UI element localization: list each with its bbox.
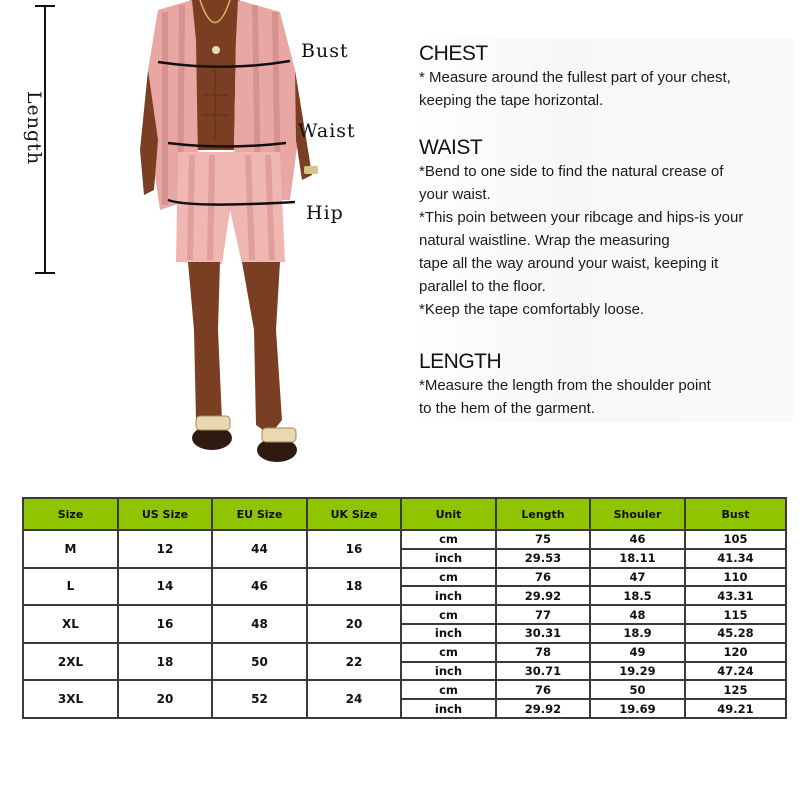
- cell-size: 3XL: [23, 680, 118, 718]
- cell-us-size: 16: [118, 605, 212, 643]
- cell-us-size: 18: [118, 643, 212, 681]
- model-figure-area: [0, 0, 400, 480]
- size-chart-table: [22, 497, 787, 719]
- waist-text-line: *Keep the tape comfortably loose.: [419, 301, 645, 318]
- cell-bust: 49.21: [685, 699, 786, 718]
- cell-size: 2XL: [23, 643, 118, 681]
- cell-uk-size: 16: [307, 530, 401, 568]
- cell-eu-size: 46: [212, 568, 307, 606]
- cell-shoulder: 50: [590, 680, 685, 699]
- chest-instructions: [419, 42, 731, 112]
- cell-bust: 125: [685, 680, 786, 699]
- cell-bust: 45.28: [685, 624, 786, 643]
- table-row: [23, 643, 786, 662]
- model-illustration: [130, 0, 330, 470]
- cell-length: 29.53: [496, 549, 590, 568]
- waist-text-line: natural waistline. Wrap the measuring: [419, 232, 670, 249]
- waist-title: WAIST: [419, 136, 483, 159]
- cell-shoulder: 49: [590, 643, 685, 662]
- hip-label: Hip: [306, 202, 344, 224]
- cell-bust: 47.24: [685, 662, 786, 681]
- header-length: Length: [496, 498, 590, 530]
- cell-length: 30.71: [496, 662, 590, 681]
- bust-label: Bust: [301, 40, 349, 62]
- header-bust: Bust: [685, 498, 786, 530]
- cell-shoulder: 48: [590, 605, 685, 624]
- cell-unit: cm: [401, 680, 496, 699]
- cell-size: L: [23, 568, 118, 606]
- cell-shoulder: 18.9: [590, 624, 685, 643]
- waist-text-line: *This poin between your ribcage and hips-is your: [419, 209, 744, 226]
- table-header-row: [23, 498, 786, 530]
- cell-length: 78: [496, 643, 590, 662]
- waist-text-line: your waist.: [419, 186, 491, 203]
- length-bar-bottom-cap: [35, 272, 55, 274]
- cell-unit: inch: [401, 624, 496, 643]
- cell-shoulder: 19.69: [590, 699, 685, 718]
- cell-length: 77: [496, 605, 590, 624]
- header-unit: Unit: [401, 498, 496, 530]
- header-size: Size: [23, 498, 118, 530]
- cell-length: 30.31: [496, 624, 590, 643]
- cell-bust: 110: [685, 568, 786, 587]
- cell-unit: cm: [401, 643, 496, 662]
- cell-length: 29.92: [496, 586, 590, 605]
- cell-bust: 115: [685, 605, 786, 624]
- cell-uk-size: 20: [307, 605, 401, 643]
- cell-bust: 120: [685, 643, 786, 662]
- cell-shoulder: 46: [590, 530, 685, 549]
- cell-unit: inch: [401, 586, 496, 605]
- cell-uk-size: 22: [307, 643, 401, 681]
- length-label: Length: [23, 90, 45, 166]
- table-row: [23, 680, 786, 699]
- table-row: [23, 568, 786, 587]
- chest-title: CHEST: [419, 42, 488, 65]
- cell-unit: cm: [401, 530, 496, 549]
- cell-bust: 43.31: [685, 586, 786, 605]
- cell-length: 76: [496, 680, 590, 699]
- cell-shoulder: 18.5: [590, 586, 685, 605]
- cell-us-size: 14: [118, 568, 212, 606]
- length-instructions: [419, 350, 711, 420]
- cell-unit: inch: [401, 549, 496, 568]
- table-row: [23, 530, 786, 549]
- cell-eu-size: 44: [212, 530, 307, 568]
- cell-uk-size: 24: [307, 680, 401, 718]
- waist-label: Waist: [298, 120, 356, 142]
- cell-length: 75: [496, 530, 590, 549]
- table-row: [23, 605, 786, 624]
- waist-text-line: parallel to the floor.: [419, 278, 546, 295]
- chest-text-line: * Measure around the fullest part of your chest,: [419, 69, 731, 86]
- cell-unit: cm: [401, 605, 496, 624]
- length-text-line: to the hem of the garment.: [419, 400, 595, 417]
- header-shoulder: Shouler: [590, 498, 685, 530]
- cell-eu-size: 52: [212, 680, 307, 718]
- cell-shoulder: 18.11: [590, 549, 685, 568]
- waist-text-line: *Bend to one side to find the natural crease of: [419, 163, 724, 180]
- header-us-size: US Size: [118, 498, 212, 530]
- cell-unit: inch: [401, 662, 496, 681]
- cell-bust: 105: [685, 530, 786, 549]
- length-title: LENGTH: [419, 350, 502, 373]
- cell-unit: inch: [401, 699, 496, 718]
- cell-bust: 41.34: [685, 549, 786, 568]
- cell-shoulder: 19.29: [590, 662, 685, 681]
- cell-uk-size: 18: [307, 568, 401, 606]
- cell-us-size: 12: [118, 530, 212, 568]
- cell-us-size: 20: [118, 680, 212, 718]
- header-eu-size: EU Size: [212, 498, 307, 530]
- chest-text-line: keeping the tape horizontal.: [419, 92, 604, 109]
- cell-eu-size: 48: [212, 605, 307, 643]
- waist-instructions: [419, 136, 743, 321]
- cell-size: XL: [23, 605, 118, 643]
- measurement-instructions: [408, 38, 793, 422]
- cell-length: 76: [496, 568, 590, 587]
- header-uk-size: UK Size: [307, 498, 401, 530]
- waist-text-line: tape all the way around your waist, keeping it: [419, 255, 719, 272]
- cell-shoulder: 47: [590, 568, 685, 587]
- cell-eu-size: 50: [212, 643, 307, 681]
- cell-size: M: [23, 530, 118, 568]
- cell-unit: cm: [401, 568, 496, 587]
- length-text-line: *Measure the length from the shoulder point: [419, 377, 711, 394]
- cell-length: 29.92: [496, 699, 590, 718]
